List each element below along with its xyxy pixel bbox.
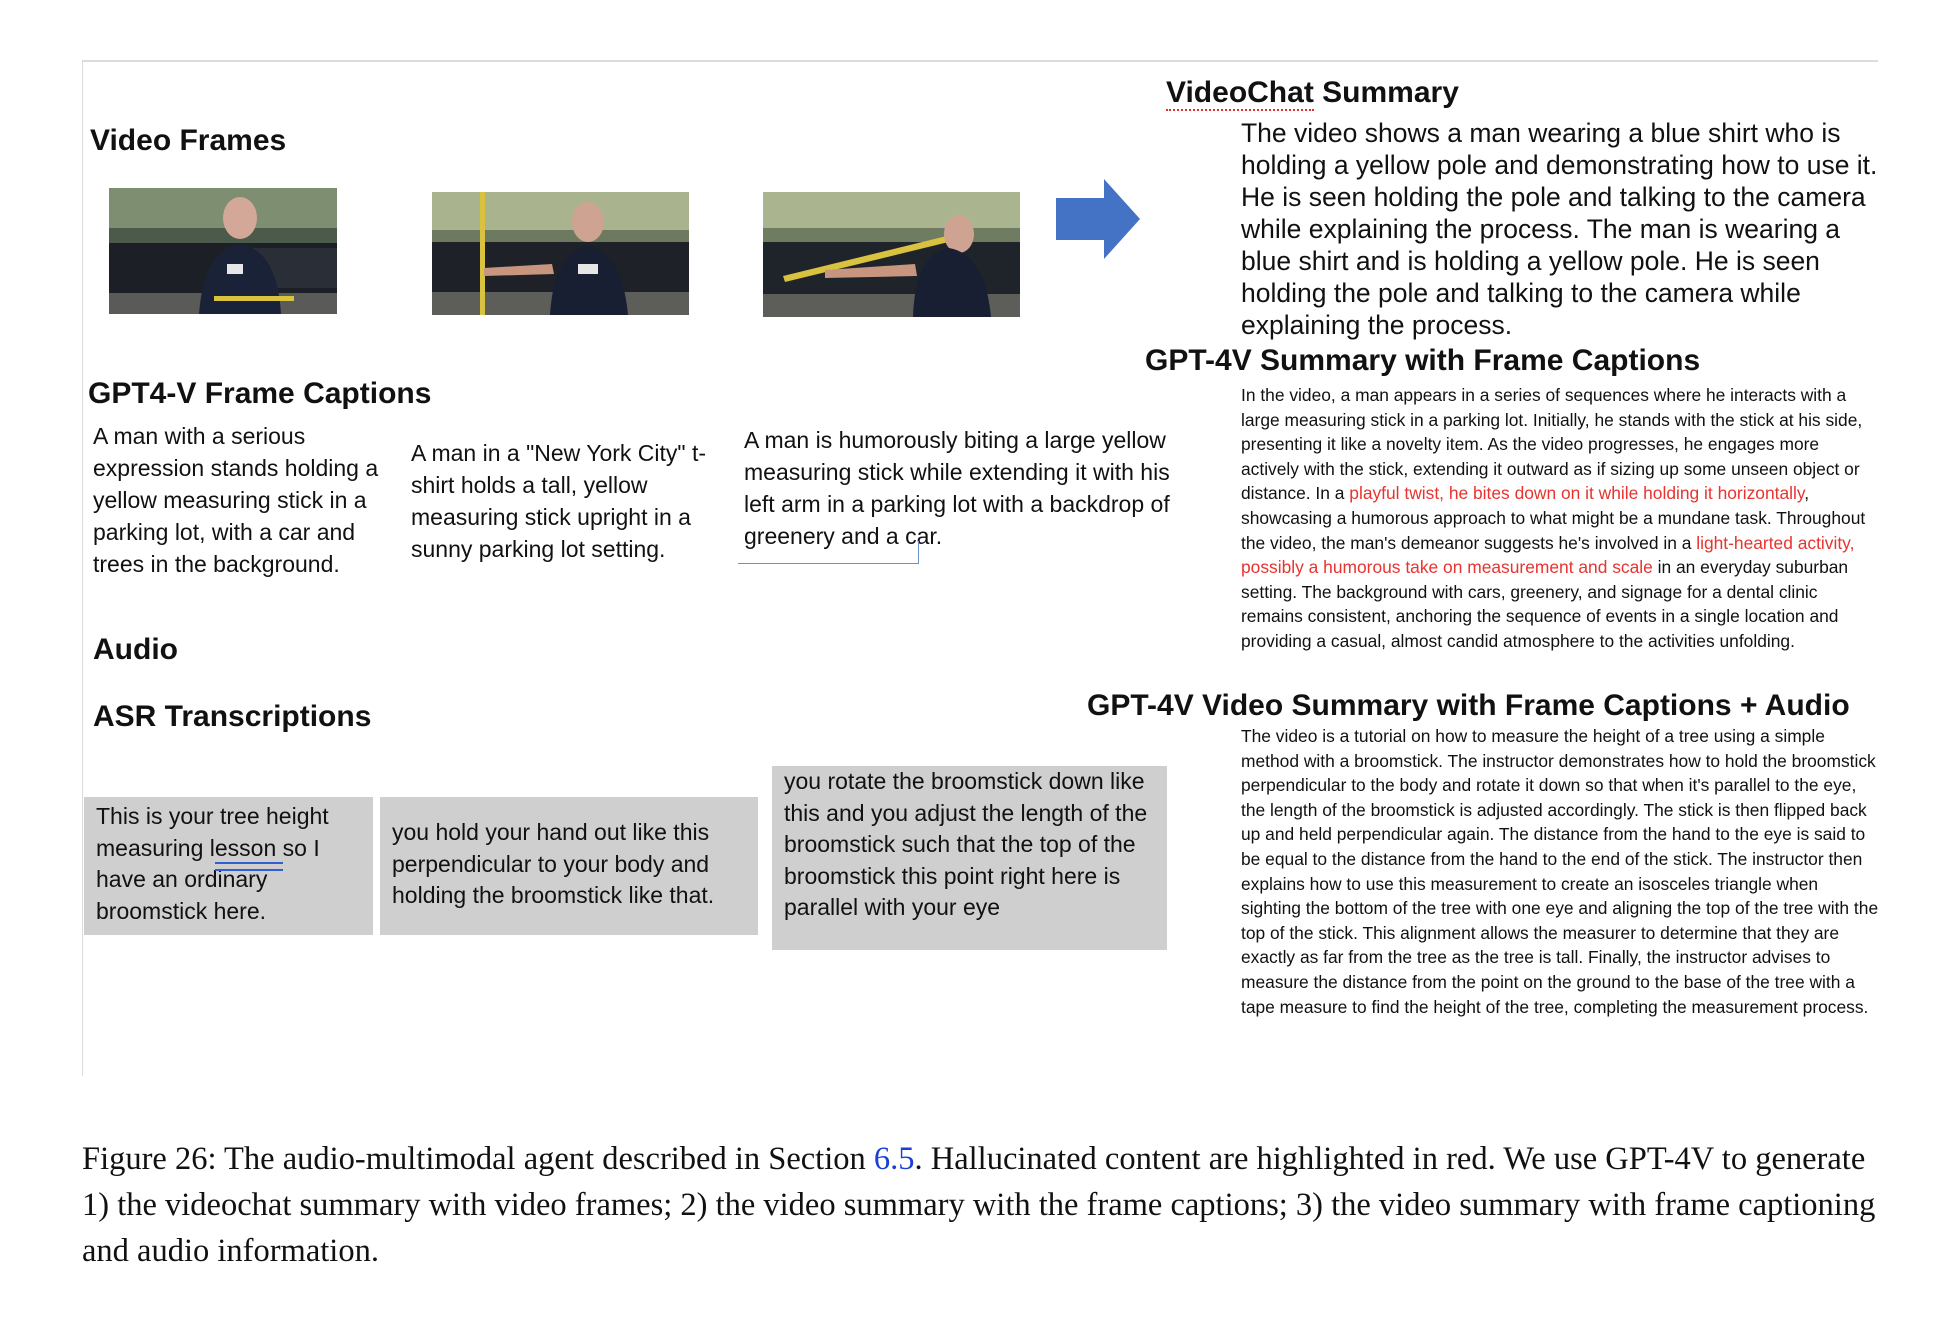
caption-text: Figure 26: The audio-multimodal agent described in Section <box>82 1141 874 1177</box>
asr-heading: ASR Transcriptions <box>93 700 372 733</box>
gpt4v-captions-summary-heading: GPT-4V Summary with Frame Captions <box>1145 344 1701 377</box>
caption-text: . Hallucinated content are highlighted in red. We use GPT-4V to generate 1) the videochat summary with video frames; 2) the video summary with the frame captions; 3) the video summary with frame captioning and audio information. <box>82 1141 1876 1269</box>
asr-transcription-3: you rotate the broomstick down like this and you adjust the length of the broomstick such that the top of the broomstick this point right here is parallel with your eye <box>772 766 1167 950</box>
video-frame-3 <box>763 192 1020 317</box>
video-frame-1 <box>109 188 337 314</box>
audio-heading: Audio <box>93 633 178 666</box>
hallucination-highlight: playful twist, he bites down on it while holding it horizontally <box>1349 483 1805 504</box>
summary-text-part: in an everyday suburban setting. The background with cars, greenery, and signage for a dental clinic remains consistent, anchoring the sequence of events in a single location and providing a casual, almost candid atmosphere to the activities unfolding. <box>1241 557 1849 651</box>
figure-caption <box>82 1136 1882 1274</box>
videochat-summary-text: The video shows a man wearing a blue shirt who is holding a yellow pole and demonstrating how to use it. He is seen holding the pole and talking to the camera while explaining the process. The man is wearing a blue shirt and is holding a yellow pole. He is seen holding the pole and talking to the camera while explaining the process. <box>1241 118 1878 340</box>
videochat-word: VideoChat <box>1166 76 1314 109</box>
text-selection-marker <box>738 541 919 564</box>
video-frames-heading: Video Frames <box>90 124 287 157</box>
summary-text-part: In the video, a man appears in a series of sequences where he interacts with a large measuring stick in a parking lot. Initially, he stands with the stick at his side, presenting it like a novelty item. As the video progresses, he engages more actively with the stick, extending it outward as if sizing up some unseen object or distance. In a <box>1241 385 1863 504</box>
frame-caption-2: A man in a "New York City" t-shirt holds a tall, yellow measuring stick upright in a sunny parking lot setting. <box>411 440 707 562</box>
hallucination-highlight: light-hearted activity, possibly a humorous take on measurement and scale <box>1241 532 1855 578</box>
summary-text-part: , showcasing a humorous approach to what might be a mundane task. Throughout the video, the man's demeanor suggests he's involved in a <box>1241 483 1866 553</box>
videochat-summary-heading <box>1166 76 1459 110</box>
frame-caption-1: A man with a serious expression stands holding a yellow measuring stick in a parking lot, with a car and trees in the background. <box>93 423 379 577</box>
gpt4v-audio-summary-heading: GPT-4V Video Summary with Frame Captions + Audio <box>1087 689 1850 722</box>
frame-caption-3: A man is humorously biting a large yellow measuring stick while extending it with his left arm in a parking lot with a backdrop of greenery and a car. <box>744 427 1170 549</box>
videochat-heading-rest: Summary <box>1313 76 1459 109</box>
gpt4v-audio-summary-text: The video is a tutorial on how to measure the height of a tree using a simple method with a broomstick. The instructor demonstrates how to hold the broomstick perpendicular to the body and rotate it down so that when it's parallel to the eye, the length of the broomstick is adjusted accordingly. The stick is then flipped back up and held perpendicular again. The distance from the hand to the eye is said to be equal to the distance from the hand to the end of the stick. The instructor then explains how to use this measurement to create an isosceles triangle when sighting the bottom of the tree with one eye and aligning the top of the tree with the top of the stick. This alignment allows the measurer to determine that they are exactly as far from the tree as the tree is tall. Finally, the instructor advises to measure the distance from the point on the ground to the base of the tree with a tape measure to find the height of the tree, completing the measurement process. <box>1241 726 1879 1017</box>
gpt4v-captions-summary-text <box>1241 383 1881 654</box>
section-link[interactable]: 6.5 <box>873 1141 915 1177</box>
arrow-right-icon <box>1056 176 1142 267</box>
asr-transcription-1: This is your tree height measuring lesson so I have an ordinary broomstick here. <box>84 797 373 935</box>
spellcheck-underline <box>215 862 283 871</box>
video-frame-2 <box>432 192 689 315</box>
asr-transcription-2: you hold your hand out like this perpendicular to your body and holding the broomstick like that. <box>380 797 758 935</box>
frame-captions-heading: GPT4-V Frame Captions <box>88 377 432 410</box>
